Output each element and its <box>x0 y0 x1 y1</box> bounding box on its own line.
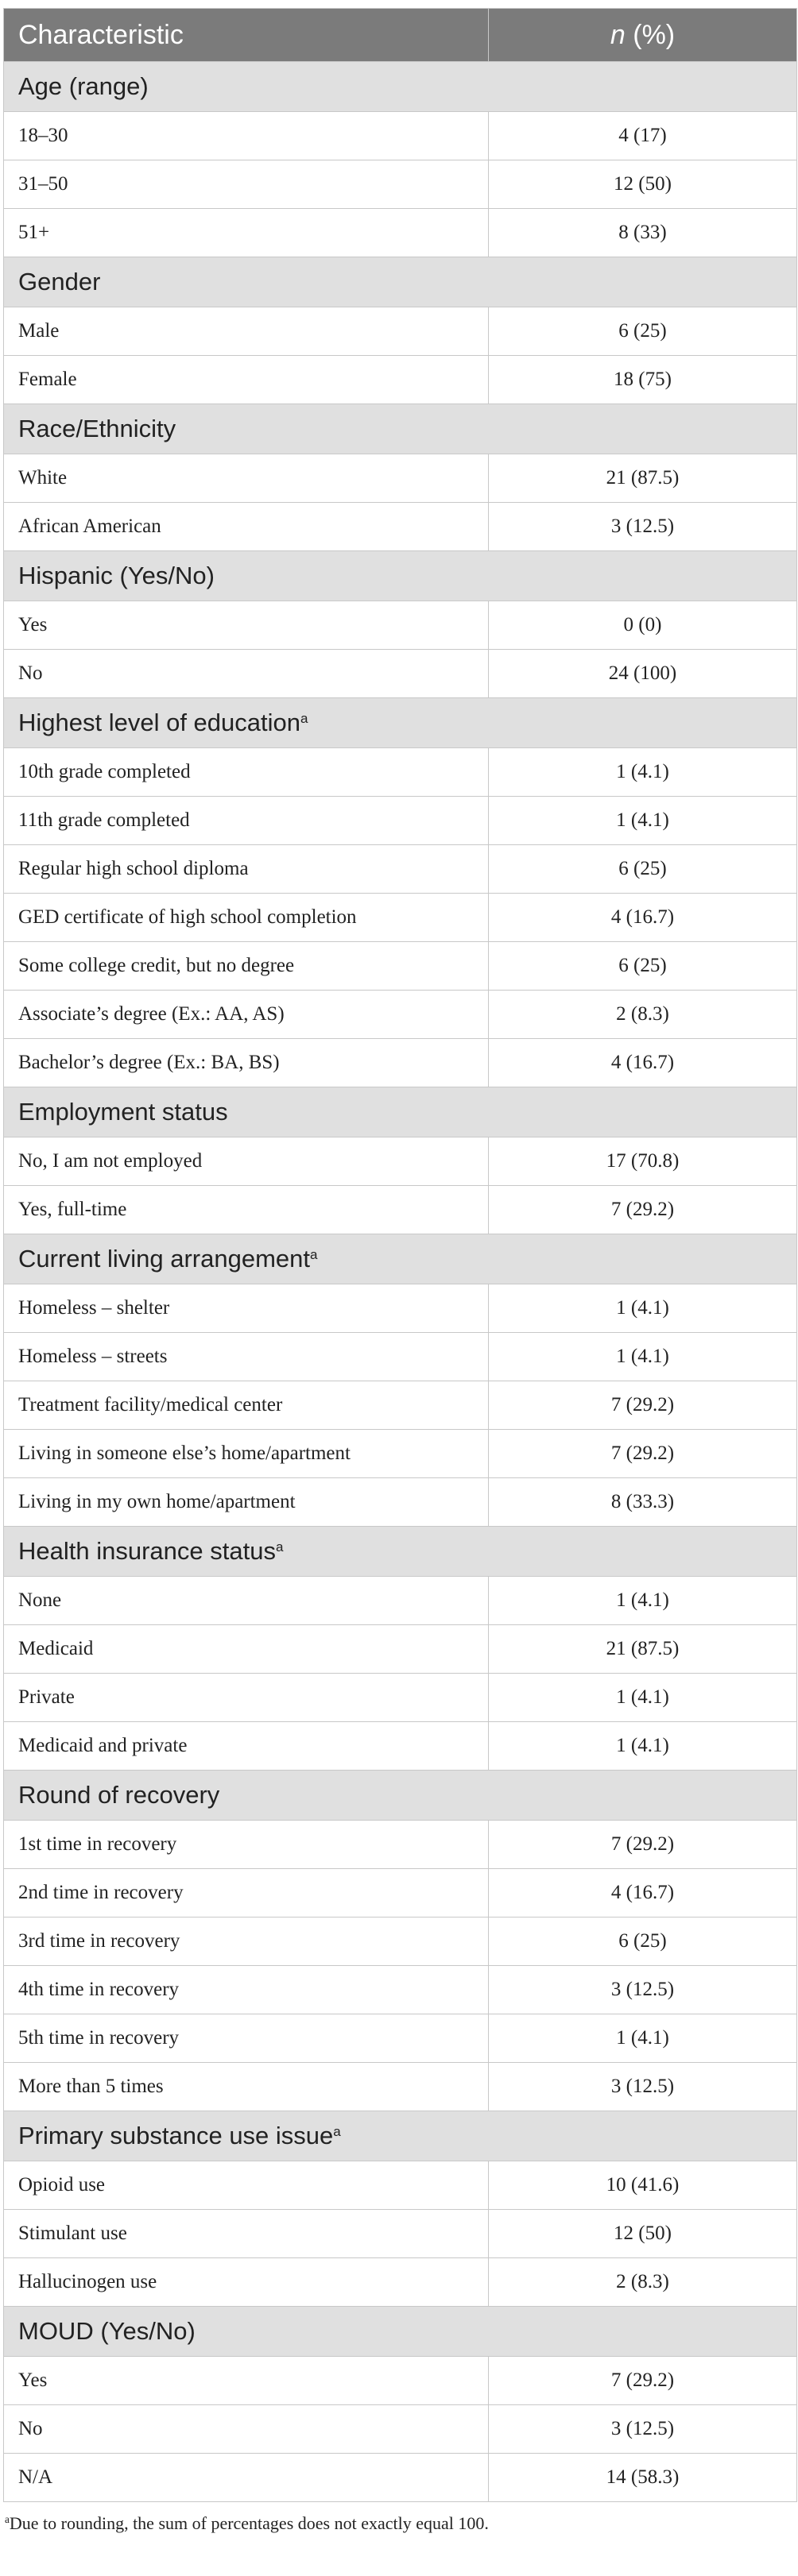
row-label: N/A <box>4 2454 489 2502</box>
section-header-row <box>4 1771 797 1821</box>
row-value: 17 (70.8) <box>489 1137 797 1186</box>
row-label: Bachelor’s degree (Ex.: BA, BS) <box>4 1039 489 1087</box>
row-value: 1 (4.1) <box>489 797 797 845</box>
row-label: No <box>4 650 489 698</box>
section-footnote-marker: a <box>275 1539 284 1554</box>
row-label: White <box>4 454 489 503</box>
footnote <box>3 2513 796 2534</box>
section-title: Age (range) <box>18 72 149 100</box>
row-value: 12 (50) <box>489 160 797 209</box>
table-row <box>4 1918 797 1966</box>
header-n-percent <box>489 9 797 62</box>
row-value: 21 (87.5) <box>489 454 797 503</box>
row-value: 1 (4.1) <box>489 2014 797 2063</box>
table-row <box>4 1722 797 1771</box>
row-value: 7 (29.2) <box>489 1821 797 1869</box>
row-label: Associate’s degree (Ex.: AA, AS) <box>4 991 489 1039</box>
characteristics-table <box>3 8 797 2502</box>
section-title-cell <box>4 1771 797 1821</box>
header-percent: (%) <box>625 19 676 50</box>
table-row <box>4 1674 797 1722</box>
row-value: 4 (17) <box>489 112 797 160</box>
row-value: 8 (33) <box>489 209 797 257</box>
row-value: 18 (75) <box>489 356 797 404</box>
row-value: 7 (29.2) <box>489 1430 797 1478</box>
row-label: 51+ <box>4 209 489 257</box>
table-row <box>4 1186 797 1234</box>
row-label: Some college credit, but no degree <box>4 942 489 991</box>
table-row <box>4 1869 797 1918</box>
section-header-row <box>4 257 797 307</box>
footnote-marker: a <box>5 2513 10 2526</box>
table-row <box>4 845 797 894</box>
row-value: 4 (16.7) <box>489 1039 797 1087</box>
table-row <box>4 503 797 551</box>
section-title-cell <box>4 62 797 112</box>
row-label: Female <box>4 356 489 404</box>
row-label: African American <box>4 503 489 551</box>
section-title-cell <box>4 257 797 307</box>
row-value: 3 (12.5) <box>489 1966 797 2014</box>
table-row <box>4 797 797 845</box>
section-title-cell <box>4 1527 797 1577</box>
table-row <box>4 2210 797 2258</box>
row-value: 3 (12.5) <box>489 2063 797 2111</box>
table-row <box>4 1625 797 1674</box>
row-label: 4th time in recovery <box>4 1966 489 2014</box>
row-label: Yes <box>4 2357 489 2405</box>
section-header-row <box>4 698 797 748</box>
row-label: Medicaid <box>4 1625 489 1674</box>
table-row <box>4 1430 797 1478</box>
row-label: Medicaid and private <box>4 1722 489 1771</box>
section-title: Gender <box>18 268 101 295</box>
row-label: 11th grade completed <box>4 797 489 845</box>
section-title: Highest level of education <box>18 709 301 736</box>
section-footnote-marker: a <box>300 710 308 726</box>
row-label: Regular high school diploma <box>4 845 489 894</box>
section-header-row <box>4 1527 797 1577</box>
row-label: Living in someone else’s home/apartment <box>4 1430 489 1478</box>
section-title-cell <box>4 1234 797 1284</box>
table-row <box>4 160 797 209</box>
table-row <box>4 209 797 257</box>
table-row <box>4 112 797 160</box>
section-header-row <box>4 62 797 112</box>
row-value: 2 (8.3) <box>489 2258 797 2307</box>
row-value: 2 (8.3) <box>489 991 797 1039</box>
table-row <box>4 1137 797 1186</box>
section-title-cell <box>4 404 797 454</box>
footnote-text: Due to rounding, the sum of percentages does not exactly equal 100. <box>9 2513 489 2533</box>
table-row <box>4 2161 797 2210</box>
table-row <box>4 356 797 404</box>
section-footnote-marker: a <box>310 1246 318 1262</box>
table-row <box>4 650 797 698</box>
row-value: 4 (16.7) <box>489 1869 797 1918</box>
row-value: 14 (58.3) <box>489 2454 797 2502</box>
table-row <box>4 1039 797 1087</box>
row-value: 7 (29.2) <box>489 1186 797 1234</box>
row-label: Male <box>4 307 489 356</box>
section-title: Current living arrangement <box>18 1245 311 1273</box>
row-value: 3 (12.5) <box>489 503 797 551</box>
table-row <box>4 2405 797 2454</box>
section-header-row <box>4 1087 797 1137</box>
row-label: Treatment facility/medical center <box>4 1381 489 1430</box>
header-characteristic: Characteristic <box>4 9 489 62</box>
table-row <box>4 2454 797 2502</box>
row-value: 12 (50) <box>489 2210 797 2258</box>
table-container <box>3 8 796 2534</box>
table-row <box>4 1381 797 1430</box>
section-title-cell <box>4 2111 797 2161</box>
row-label: Yes, full-time <box>4 1186 489 1234</box>
row-value: 6 (25) <box>489 1918 797 1966</box>
row-label: Yes <box>4 601 489 650</box>
row-value: 3 (12.5) <box>489 2405 797 2454</box>
table-row <box>4 1966 797 2014</box>
section-header-row <box>4 551 797 601</box>
table-row <box>4 2357 797 2405</box>
section-title-cell <box>4 698 797 748</box>
header-n: n <box>610 19 626 50</box>
row-value: 8 (33.3) <box>489 1478 797 1527</box>
row-label: No <box>4 2405 489 2454</box>
row-label: Hallucinogen use <box>4 2258 489 2307</box>
row-value: 6 (25) <box>489 307 797 356</box>
row-label: Stimulant use <box>4 2210 489 2258</box>
row-label: 31–50 <box>4 160 489 209</box>
row-value: 1 (4.1) <box>489 1674 797 1722</box>
table-row <box>4 748 797 797</box>
section-footnote-marker: a <box>333 2123 341 2139</box>
section-title: Primary substance use issue <box>18 2122 334 2149</box>
row-label: Homeless – streets <box>4 1333 489 1381</box>
row-value: 1 (4.1) <box>489 1577 797 1625</box>
section-title: MOUD (Yes/No) <box>18 2317 196 2345</box>
row-label: 5th time in recovery <box>4 2014 489 2063</box>
section-title-cell <box>4 551 797 601</box>
row-value: 6 (25) <box>489 845 797 894</box>
section-header-row <box>4 404 797 454</box>
table-row <box>4 1577 797 1625</box>
row-value: 10 (41.6) <box>489 2161 797 2210</box>
row-label: 10th grade completed <box>4 748 489 797</box>
section-title-cell <box>4 2307 797 2357</box>
row-value: 7 (29.2) <box>489 1381 797 1430</box>
row-label: Opioid use <box>4 2161 489 2210</box>
section-header-row <box>4 2307 797 2357</box>
table-row <box>4 991 797 1039</box>
table-row <box>4 2258 797 2307</box>
row-value: 24 (100) <box>489 650 797 698</box>
row-value: 1 (4.1) <box>489 1333 797 1381</box>
row-label: Homeless – shelter <box>4 1284 489 1333</box>
row-value: 6 (25) <box>489 942 797 991</box>
row-label: 2nd time in recovery <box>4 1869 489 1918</box>
section-title: Health insurance status <box>18 1537 276 1565</box>
row-value: 1 (4.1) <box>489 1722 797 1771</box>
row-value: 21 (87.5) <box>489 1625 797 1674</box>
section-title: Race/Ethnicity <box>18 415 176 442</box>
table-body <box>4 62 797 2502</box>
table-row <box>4 601 797 650</box>
table-row <box>4 1478 797 1527</box>
table-row <box>4 2063 797 2111</box>
section-title: Hispanic (Yes/No) <box>18 562 215 589</box>
row-value: 4 (16.7) <box>489 894 797 942</box>
section-header-row <box>4 2111 797 2161</box>
table-row <box>4 307 797 356</box>
section-title: Employment status <box>18 1098 228 1126</box>
section-header-row <box>4 1234 797 1284</box>
row-value: 1 (4.1) <box>489 1284 797 1333</box>
row-label: Living in my own home/apartment <box>4 1478 489 1527</box>
section-title: Round of recovery <box>18 1781 220 1809</box>
row-label: 3rd time in recovery <box>4 1918 489 1966</box>
row-value: 0 (0) <box>489 601 797 650</box>
row-label: 1st time in recovery <box>4 1821 489 1869</box>
table-row <box>4 1284 797 1333</box>
table-row <box>4 1333 797 1381</box>
row-value: 1 (4.1) <box>489 748 797 797</box>
table-row <box>4 894 797 942</box>
row-label: No, I am not employed <box>4 1137 489 1186</box>
row-value: 7 (29.2) <box>489 2357 797 2405</box>
row-label: More than 5 times <box>4 2063 489 2111</box>
table-row <box>4 2014 797 2063</box>
table-row <box>4 1821 797 1869</box>
table-header-row <box>4 9 797 62</box>
section-title-cell <box>4 1087 797 1137</box>
row-label: Private <box>4 1674 489 1722</box>
row-label: GED certificate of high school completion <box>4 894 489 942</box>
table-row <box>4 942 797 991</box>
row-label: None <box>4 1577 489 1625</box>
table-row <box>4 454 797 503</box>
row-label: 18–30 <box>4 112 489 160</box>
